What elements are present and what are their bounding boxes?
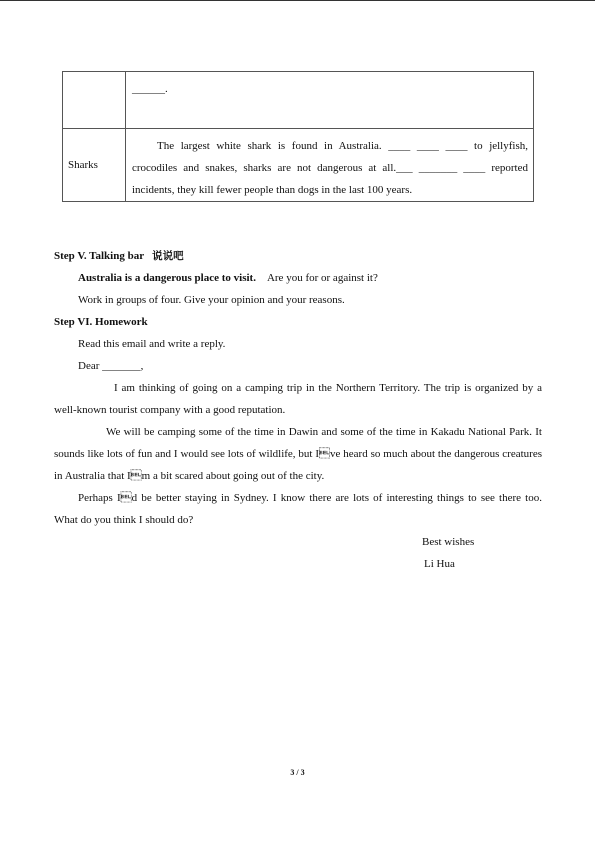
email-paragraph-1: I am thinking of going on a camping trip in the Northern Territory. The trip is organized by a well-known tourist company with a good reputation.: [54, 382, 542, 416]
info-table: [62, 71, 534, 202]
table-row: [63, 129, 534, 202]
table-label-cell-sharks: Sharks: [63, 129, 126, 202]
table-text-cell: [126, 129, 534, 202]
email-signature: Li Hua: [424, 558, 455, 570]
email-closing: Best wishes: [422, 536, 475, 548]
step5-statement: Australia is a dangerous place to visit.: [78, 272, 256, 284]
header-rule: [0, 0, 595, 1]
step6-instruction: Read this email and write a reply.: [78, 338, 226, 350]
email-greeting: Dear _______,: [78, 360, 144, 372]
table-label-cell: [63, 72, 126, 129]
step5-instruction: Work in groups of four. Give your opinion and your reasons.: [78, 294, 345, 306]
sharks-text: The largest white shark is found in Australia. ____ ____ ____ to jellyfish, crocodiles and snakes, sharks are not dangerous at all.___ _______ ____ reported incidents, they kill fewer people than dogs in the last 100 years.: [132, 140, 528, 196]
step5-heading: [54, 245, 542, 267]
step5-statement-line: [54, 267, 566, 289]
step5-question: Are you for or against it?: [266, 272, 378, 284]
email-paragraph-2: We will be camping some of the time in Dawin and some of the time in Kakadu National Park. It sounds like lots of fun and I would see lots of wildlife, but Ive heard so much about the dangerous creatures in Australia that Im a bit scared about going out of the city.: [54, 426, 542, 482]
table-text-cell: [126, 72, 534, 129]
step6-title: Step VI. Homework: [54, 316, 148, 328]
step5-title-cn: 说说吧: [152, 250, 184, 262]
email-paragraph-3: Perhaps Id be better staying in Sydney. I know there are lots of interesting things to see there too. What do you think I should do?: [54, 492, 542, 526]
table-row: [63, 72, 534, 129]
step5-title: Step V. Talking bar: [54, 250, 145, 262]
page-number: 3 / 3: [290, 768, 305, 777]
answer-blank: ______.: [132, 83, 168, 95]
